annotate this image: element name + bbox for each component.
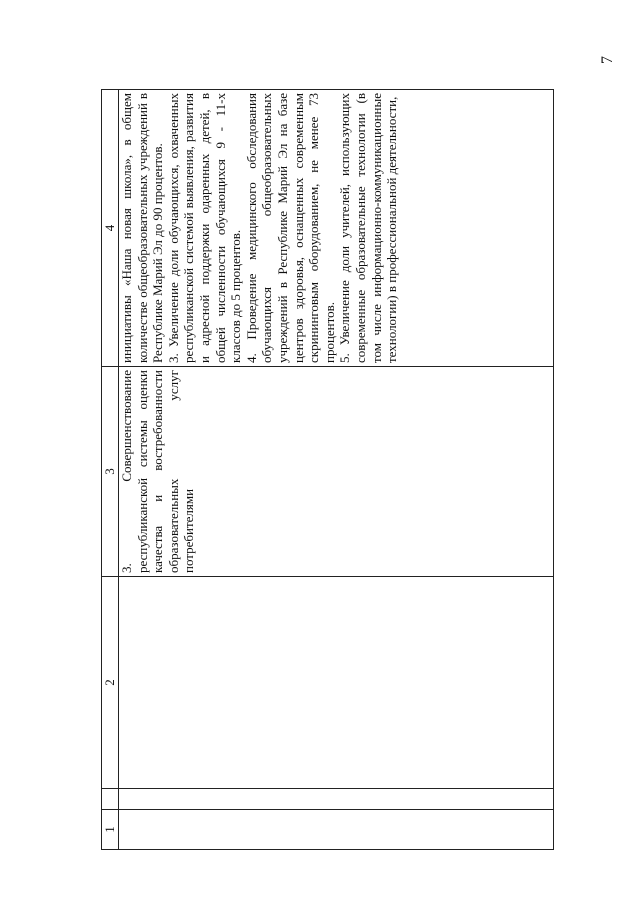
header-col-1: 1: [102, 810, 119, 850]
rotated-table-container: [101, 90, 553, 850]
table-row: [119, 90, 554, 850]
task-text: 3. Совершенствование республиканской системы оценки качества и востребованности образовательных услуг потребителями: [119, 370, 197, 573]
cell-col-3: [119, 367, 554, 577]
page-number: 7: [599, 56, 616, 64]
indicator-text-3: 4. Проведение медицинского обследования обучающихся общеобразовательных учреждений в Республике Марий Эл на базе центров здоровья, оснащенных современным скрининговым оборудованием, не менее 73 процентов.: [243, 93, 337, 363]
indicator-text-4: 5. Увеличение доли учителей, использующих современные образовательные технологии (в том числе информационно-коммуникационные технологии) в профессиональной деятельности,: [337, 93, 400, 363]
cell-col-4: [119, 90, 554, 367]
table-header-row: [102, 90, 119, 850]
header-col-3: 3: [102, 367, 119, 577]
cell-col-1: [119, 810, 554, 850]
header-col-4: 4: [102, 90, 119, 367]
header-col-2-blank: [102, 789, 119, 810]
cell-col-2-blank: [119, 789, 554, 810]
cell-col-2: [119, 577, 554, 789]
indicator-text-2: 3. Увеличение доли обучающихся, охваченных республиканской системой выявления, развития и адресной поддержки одаренных детей, в общей численности обучающихся 9 - 11-х классов до 5 процентов.: [165, 93, 244, 363]
program-table: [101, 89, 554, 850]
header-col-2: 2: [102, 577, 119, 789]
indicator-text-1: инициативы «Наша новая школа», в общем количестве общеобразовательных учреждений в Республике Марий Эл до 90 процентов.: [119, 93, 166, 363]
